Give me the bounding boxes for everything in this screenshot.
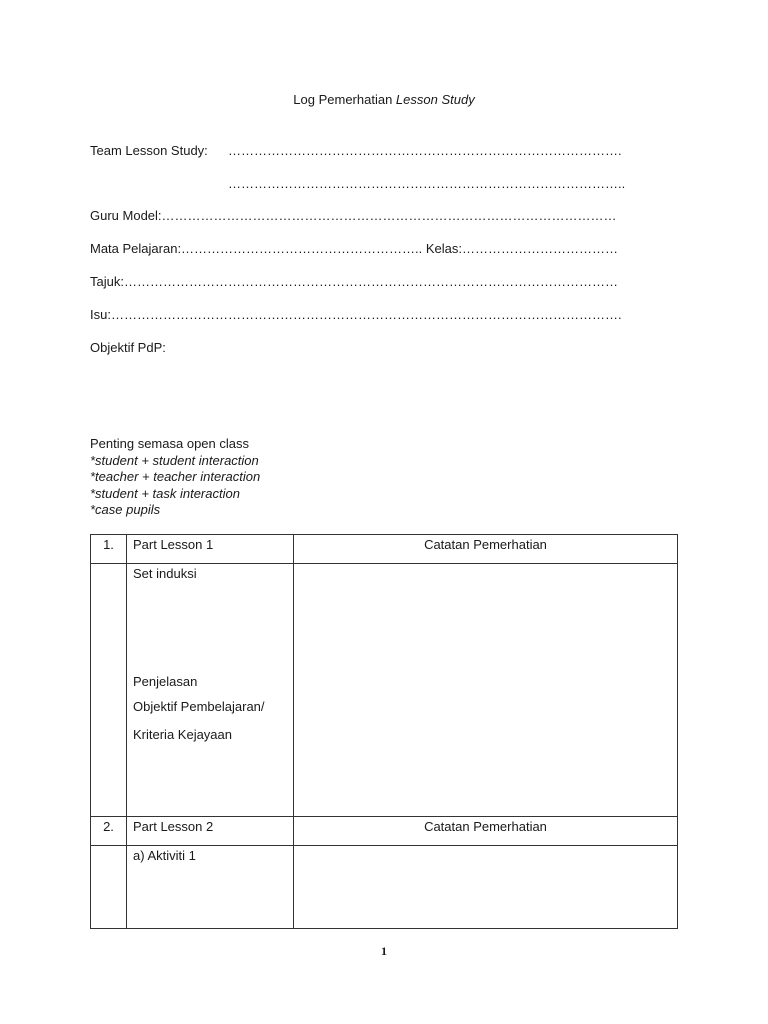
team-lesson-study-field [90,143,208,158]
important-item: *case pupils [90,502,161,517]
section-number: 1. [103,537,114,552]
empty-number-cell [91,564,127,817]
important-item: *teacher + teacher interaction [90,469,261,484]
page-number: 1 [381,944,387,958]
section-number: 2. [103,819,114,834]
part-label: Part Lesson 1 [133,537,214,552]
part-cell [127,535,294,564]
aktiviti-label: a) Aktiviti 1 [133,848,196,863]
notes-cell[interactable] [294,846,678,929]
mata-pelajaran-field: Mata Pelajaran:……………………………………………….. Kelas:……………………………… [90,241,619,256]
objektif-label: Objektif Pembelajaran/ [133,699,265,714]
tajuk-field: Tajuk:…………………………………………………………………………………………………… [90,274,618,289]
penjelasan-label: Penjelasan [133,674,198,689]
set-induksi-label: Set induksi [133,566,197,581]
guru-model-field: Guru Model:…………………………………………………………………………………………… [90,208,617,223]
section-2-body-row [91,846,678,929]
important-item: *student + task interaction [90,485,240,501]
title-italic: Lesson Study [395,92,475,107]
important-heading: Penting semasa open class [90,436,249,451]
important-item: *student + student interaction [90,452,259,468]
lesson-1-details-cell [127,564,294,817]
section-number-cell [91,535,127,564]
section-2-header-row [91,817,678,846]
document-title [0,92,768,107]
notes-header-cell [294,817,678,846]
notes-cell[interactable] [294,564,678,817]
section-1-body-row [91,564,678,817]
empty-number-cell [91,846,127,929]
notes-header: Catatan Pemerhatian [424,537,547,552]
isu-field: Isu:………………………………………………………………………………………………………. [90,307,622,322]
part-label: Part Lesson 2 [133,819,214,834]
team-dots-line-1: ………………………………………………………………………………. [228,143,622,158]
objektif-pdp-field: Objektif PdP: [90,340,166,355]
part-cell [127,817,294,846]
notes-header-cell [294,535,678,564]
section-number-cell [91,817,127,846]
important-notes [90,436,260,519]
observation-table [90,534,678,929]
team-dots-line-2: ……………………………………………………………………………….. [228,176,626,191]
section-1-header-row [91,535,678,564]
lesson-2-details-cell [127,846,294,929]
team-label: Team Lesson Study: [90,143,208,158]
kriteria-label: Kriteria Kejayaan [133,727,232,742]
title-main: Log Pemerhatian [293,92,396,107]
notes-header: Catatan Pemerhatian [424,819,547,834]
